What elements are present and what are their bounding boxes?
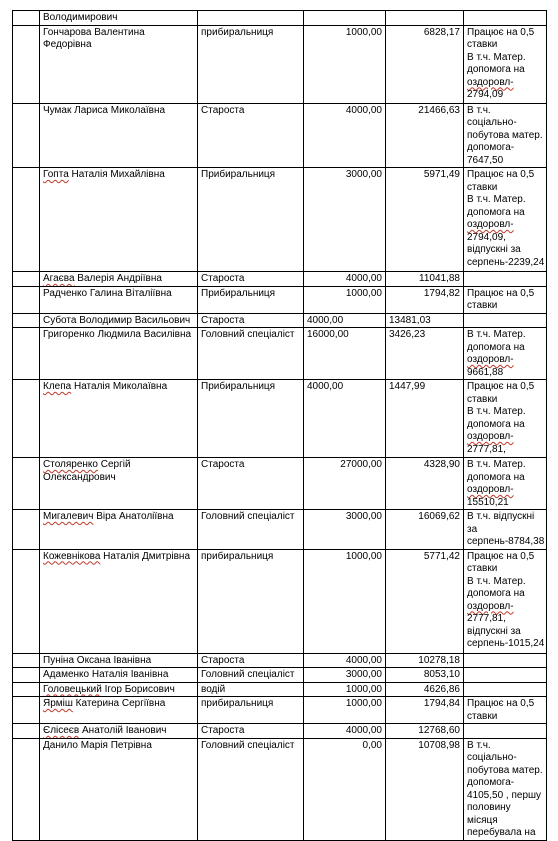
employee-name-cell bbox=[40, 286, 198, 313]
position-cell: Прибиральниця bbox=[198, 286, 304, 313]
employee-name: Гопта Наталія Михайлівна bbox=[43, 169, 165, 180]
position-cell: прибиральниця bbox=[198, 697, 304, 724]
salary-cell: 4000,00 bbox=[304, 313, 386, 328]
paid-amount-cell: 12768,60 bbox=[386, 724, 464, 739]
employee-name-cell bbox=[40, 724, 198, 739]
employee-name: Агаєва Валерія Андріївна bbox=[43, 273, 162, 284]
paid-amount-cell: 1794,82 bbox=[386, 286, 464, 313]
note-text: Працює на 0,5 ставки В т.ч. Матер. допомога на оздоровл- 2777,81, bbox=[467, 381, 535, 455]
note-cell bbox=[464, 458, 547, 510]
note-cell bbox=[464, 272, 547, 287]
row-number-cell bbox=[13, 549, 40, 653]
employee-name: Ярміш Катерина Сергіївна bbox=[43, 698, 166, 709]
paid-amount-cell: 1447,99 bbox=[386, 380, 464, 458]
position-cell: Прибиральниця bbox=[198, 168, 304, 272]
row-number-cell bbox=[13, 272, 40, 287]
note-cell bbox=[464, 682, 547, 697]
table-row bbox=[13, 286, 547, 313]
note-cell bbox=[464, 25, 547, 103]
note-cell bbox=[464, 738, 547, 840]
paid-amount-cell: 11041,88 bbox=[386, 272, 464, 287]
salary-cell: 4000,00 bbox=[304, 380, 386, 458]
salary-cell: 4000,00 bbox=[304, 272, 386, 287]
position-cell: прибиральниця bbox=[198, 549, 304, 653]
note-text: В т.ч. соціально- побутова матер. допомога- 4105,50 , першу половину місяця перебувала на bbox=[467, 739, 543, 838]
employee-name-cell bbox=[40, 549, 198, 653]
row-number-cell bbox=[13, 697, 40, 724]
employee-name: Клепа Наталія Миколаївна bbox=[43, 381, 168, 392]
note-text: В т.ч. відпускні за серпень-8784,38 bbox=[467, 511, 545, 547]
employee-name: Субота Володимир Васильович bbox=[43, 314, 191, 326]
note-cell bbox=[464, 286, 547, 313]
table-row bbox=[13, 697, 547, 724]
note-text: В т.ч. Матер. допомога на оздоровл- 9661,88 bbox=[467, 329, 526, 378]
salary-cell: 1000,00 bbox=[304, 25, 386, 103]
row-number-cell bbox=[13, 25, 40, 103]
employee-name: Кожевнікова Наталія Дмитрівна bbox=[43, 550, 191, 562]
note-cell bbox=[464, 380, 547, 458]
paid-amount-cell: 16069,62 bbox=[386, 510, 464, 550]
note-cell bbox=[464, 11, 547, 26]
position-cell: Головний спеціаліст bbox=[198, 510, 304, 550]
paid-amount-cell: 13481,03 bbox=[386, 313, 464, 328]
salary-cell: 4000,00 bbox=[304, 724, 386, 739]
row-number-cell bbox=[13, 313, 40, 328]
position-cell: Прибиральниця bbox=[198, 380, 304, 458]
salary-cell: 0,00 bbox=[304, 738, 386, 840]
note-cell bbox=[464, 697, 547, 724]
row-number-cell bbox=[13, 11, 40, 26]
row-number-cell bbox=[13, 653, 40, 668]
note-text: В т.ч. Матер. допомога на оздоровл- 15510,21 bbox=[467, 459, 526, 508]
table-row bbox=[13, 313, 547, 328]
employee-name-cell bbox=[40, 458, 198, 510]
employee-name-cell bbox=[40, 653, 198, 668]
employee-name-cell bbox=[40, 11, 198, 26]
row-number-cell bbox=[13, 738, 40, 840]
note-cell bbox=[464, 328, 547, 380]
employee-name: Данило Марія Петрівна bbox=[43, 739, 152, 751]
salary-cell: 27000,00 bbox=[304, 458, 386, 510]
paid-amount-cell: 6828,17 bbox=[386, 25, 464, 103]
employee-name-cell bbox=[40, 313, 198, 328]
paid-amount-cell: 5771,42 bbox=[386, 549, 464, 653]
row-number-cell bbox=[13, 458, 40, 510]
note-cell bbox=[464, 313, 547, 328]
table-row bbox=[13, 11, 547, 26]
table-row bbox=[13, 668, 547, 683]
paid-amount-cell: 21466,63 bbox=[386, 103, 464, 168]
employee-name: Єлісеєв Анатолій Іванович bbox=[43, 725, 167, 736]
position-cell: Головний спеціаліст bbox=[198, 668, 304, 683]
position-cell: Староста bbox=[198, 103, 304, 168]
employee-name-cell bbox=[40, 168, 198, 272]
row-number-cell bbox=[13, 380, 40, 458]
row-number-cell bbox=[13, 510, 40, 550]
employee-name-cell bbox=[40, 103, 198, 168]
position-cell: Староста bbox=[198, 313, 304, 328]
salary-cell: 1000,00 bbox=[304, 286, 386, 313]
salary-cell: 3000,00 bbox=[304, 168, 386, 272]
table-row bbox=[13, 25, 547, 103]
paid-amount-cell bbox=[386, 11, 464, 26]
employee-name-cell bbox=[40, 272, 198, 287]
row-number-cell bbox=[13, 682, 40, 697]
table-row bbox=[13, 328, 547, 380]
position-cell: прибиральниця bbox=[198, 25, 304, 103]
position-cell: Староста bbox=[198, 653, 304, 668]
salary-cell: 1000,00 bbox=[304, 697, 386, 724]
table-row bbox=[13, 682, 547, 697]
table-row bbox=[13, 458, 547, 510]
table-row bbox=[13, 724, 547, 739]
table-row bbox=[13, 738, 547, 840]
salary-cell: 1000,00 bbox=[304, 682, 386, 697]
note-text: Працює на 0,5 ставки В т.ч. Матер. допомога на оздоровл- 2777,81, відпускні за серпень-1015,24 bbox=[467, 550, 545, 649]
employee-name: Адаменко Наталія Іванівна bbox=[43, 669, 169, 680]
employee-name-cell bbox=[40, 682, 198, 697]
table-row bbox=[13, 103, 547, 168]
position-cell: Головний спеціаліст bbox=[198, 738, 304, 840]
note-cell bbox=[464, 668, 547, 683]
employee-name: Григоренко Людмила Василівна bbox=[43, 329, 192, 340]
note-text: Працює на 0,5 ставки bbox=[467, 698, 535, 722]
position-cell: Староста bbox=[198, 458, 304, 510]
employee-name-cell bbox=[40, 738, 198, 840]
row-number-cell bbox=[13, 168, 40, 272]
table-row bbox=[13, 380, 547, 458]
table-row bbox=[13, 168, 547, 272]
paid-amount-cell: 1794,84 bbox=[386, 697, 464, 724]
row-number-cell bbox=[13, 103, 40, 168]
row-number-cell bbox=[13, 724, 40, 739]
note-cell bbox=[464, 510, 547, 550]
note-cell bbox=[464, 103, 547, 168]
employee-name-cell bbox=[40, 25, 198, 103]
position-cell: Головний спеціаліст bbox=[198, 328, 304, 380]
paid-amount-cell: 10278,18 bbox=[386, 653, 464, 668]
table-row bbox=[13, 549, 547, 653]
salary-cell: 4000,00 bbox=[304, 653, 386, 668]
note-text: Працює на 0,5 ставки В т.ч. Матер. допомога на оздоровл- 2794,09 bbox=[467, 26, 535, 100]
position-cell: Староста bbox=[198, 724, 304, 739]
salary-cell: 1000,00 bbox=[304, 549, 386, 653]
employee-name-cell bbox=[40, 697, 198, 724]
note-text: В т.ч. соціально- побутова матер. допомога- 7647,50 bbox=[467, 104, 543, 166]
paid-amount-cell: 8053,10 bbox=[386, 668, 464, 683]
note-cell bbox=[464, 653, 547, 668]
row-number-cell bbox=[13, 328, 40, 380]
row-number-cell bbox=[13, 286, 40, 313]
paid-amount-cell: 4626,86 bbox=[386, 682, 464, 697]
note-text: Працює на 0,5 ставки В т.ч. Матер. допомога на оздоровл- 2794,09, відпускні за серпень-2239,24 bbox=[467, 169, 545, 268]
salary-table bbox=[12, 10, 547, 841]
position-cell: водій bbox=[198, 682, 304, 697]
salary-cell: 16000,00 bbox=[304, 328, 386, 380]
note-cell bbox=[464, 724, 547, 739]
employee-name-cell bbox=[40, 668, 198, 683]
employee-name: Володимирович bbox=[43, 12, 118, 23]
note-cell bbox=[464, 549, 547, 653]
note-text: Працює на 0,5 ставки bbox=[467, 287, 535, 311]
paid-amount-cell: 3426,23 bbox=[386, 328, 464, 380]
position-cell bbox=[198, 11, 304, 26]
table-row bbox=[13, 510, 547, 550]
employee-name: Мигалевич Віра Анатоліївна bbox=[43, 511, 174, 522]
salary-cell: 4000,00 bbox=[304, 103, 386, 168]
table-row bbox=[13, 272, 547, 287]
employee-name-cell bbox=[40, 328, 198, 380]
employee-name: Головецький Ігор Борисович bbox=[43, 683, 175, 695]
paid-amount-cell: 4328,90 bbox=[386, 458, 464, 510]
paid-amount-cell: 10708,98 bbox=[386, 738, 464, 840]
employee-name-cell bbox=[40, 380, 198, 458]
salary-cell bbox=[304, 11, 386, 26]
employee-name: Чумак Лариса Миколаївна bbox=[43, 104, 166, 116]
paid-amount-cell: 5971,49 bbox=[386, 168, 464, 272]
employee-name-cell bbox=[40, 510, 198, 550]
salary-cell: 3000,00 bbox=[304, 510, 386, 550]
employee-name: Гончарова Валентина Федорівна bbox=[43, 26, 145, 50]
note-cell bbox=[464, 168, 547, 272]
position-cell: Староста bbox=[198, 272, 304, 287]
row-number-cell bbox=[13, 668, 40, 683]
employee-name: Радченко Галина Віталіївна bbox=[43, 287, 172, 299]
employee-name: Столяренко Сергій Олександрович bbox=[43, 459, 131, 483]
salary-cell: 3000,00 bbox=[304, 668, 386, 683]
table-row bbox=[13, 653, 547, 668]
employee-name: Пуніна Оксана Іванівна bbox=[43, 654, 152, 666]
